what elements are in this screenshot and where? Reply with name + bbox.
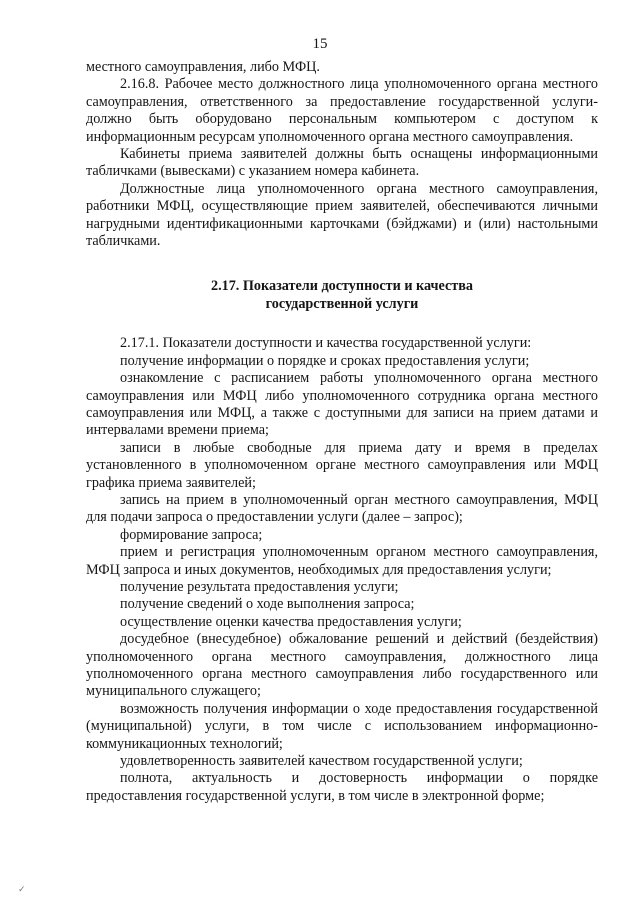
list-item: удовлетворенность заявителей качеством государственной услуги;: [120, 753, 523, 770]
list-item: ознакомление с расписанием работы уполномоченного органа местного самоуправления или МФЦ либо уполномоченного сотрудника органа местного самоуправления или МФЦ, а также с доступными для записи на прием датами и интервалами времени приема;: [86, 370, 598, 439]
section-heading-line-1: 2.17. Показатели доступности и качества: [210, 278, 474, 295]
list-item: запись на прием в уполномоченный орган местного самоуправления, МФЦ для подачи запроса о предоставлении услуги (далее – запрос);: [86, 491, 598, 526]
paragraph-2-16-8: 2.16.8. Рабочее место должностного лица уполномоченного органа местного самоуправления, ответственного за предоставление государственной услуги-должно быть оборудовано персональным компьютером с доступом к информационным ресурсам уполномоченного органа местного самоуправления.: [86, 76, 598, 145]
paragraph-2-17-1: 2.17.1. Показатели доступности и качества государственной услуги:: [120, 335, 532, 352]
list-item: прием и регистрация уполномоченным органом местного самоуправления, МФЦ запроса и иных документов, необходимых для предоставления услуги;: [86, 544, 598, 578]
list-item: получение информации о порядке и сроках предоставления услуги;: [120, 352, 530, 369]
list-item: досудебное (внесудебное) обжалование решений и действий (бездействия) уполномоченного органа местного самоуправления, должностного лица уполномоченного органа местного самоуправления либо государственного или муниципального служащего;: [86, 631, 598, 700]
scan-mark: ✓: [18, 884, 26, 894]
paragraph-cabinets: Кабинеты приема заявителей должны быть оснащены информационными табличками (вывесками) с указанием номера кабинета.: [86, 146, 598, 180]
list-item: полнота, актуальность и достоверность информации о порядке предоставления государственной услуги, в том числе в электронной форме;: [86, 770, 598, 804]
list-item: записи в любые свободные для приема дату и время в пределах установленного в уполномоченном органе местного самоуправления или МФЦ графика приема заявителей;: [86, 439, 598, 491]
list-item: возможность получения информации о ходе предоставления государственной (муниципальной) услуги, в том числе с использованием информационно-коммуникационных технологий;: [86, 700, 598, 752]
list-item: осуществление оценки качества предоставления услуги;: [120, 613, 462, 630]
list-item: получение сведений о ходе выполнения запроса;: [120, 596, 415, 613]
paragraph-continuation: местного самоуправления, либо МФЦ.: [86, 59, 320, 75]
list-item: формирование запроса;: [120, 526, 263, 543]
page-content: [86, 59, 598, 805]
section-heading-line-2: государственной услуги: [265, 295, 419, 312]
list-item: получение результата предоставления услуги;: [120, 578, 399, 595]
page-number: 15: [312, 36, 328, 52]
paragraph-badges: Должностные лица уполномоченного органа местного самоуправления, работники МФЦ, осуществляющие прием заявителей, обеспечиваются личными нагрудными идентификационными карточками (бэйджами) и (или) настольными табличками.: [86, 180, 598, 250]
section-heading: [86, 278, 598, 313]
